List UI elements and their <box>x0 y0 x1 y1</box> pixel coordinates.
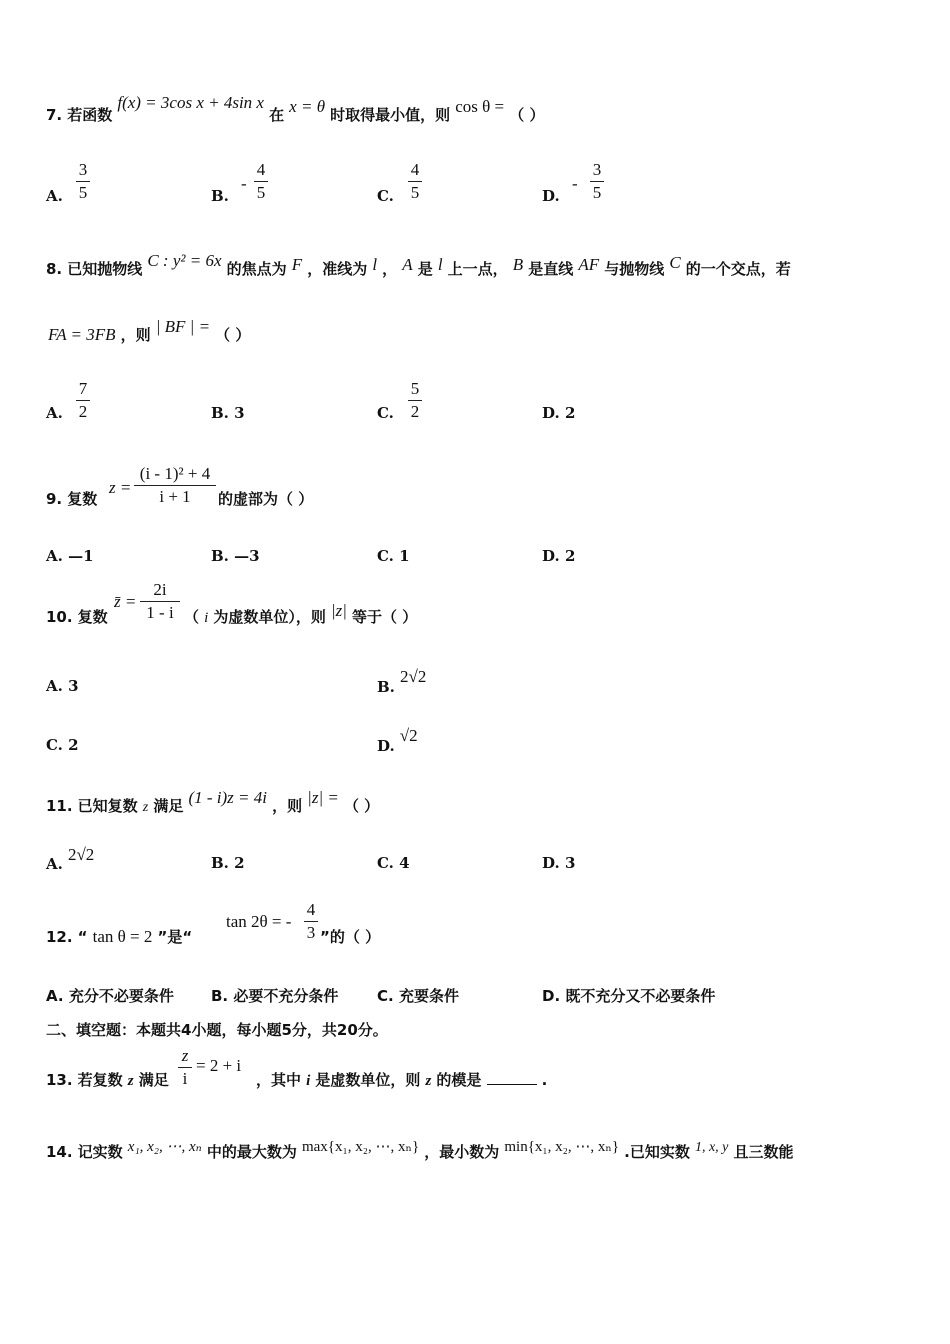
question-stem: 的模是 <box>436 1071 482 1089</box>
directrix-symbol: l <box>437 255 443 274</box>
option-a-value: 2√2 <box>67 845 95 864</box>
option-c-value: 2 <box>68 736 79 754</box>
option-d-value: √2 <box>399 726 418 745</box>
option-a-value: 充分不必要条件 <box>68 987 174 1005</box>
question-stem: ，其中 <box>256 1071 302 1089</box>
option-d-label: D. <box>542 854 560 872</box>
question-stem: 在 <box>269 106 285 124</box>
option-a-fraction: 7 2 <box>76 379 90 422</box>
quote-open: “ <box>77 928 88 946</box>
option-b-label: B. <box>211 987 229 1005</box>
question-number: 11. <box>46 797 73 815</box>
complex-z: z <box>127 1073 134 1089</box>
question-stem: 复数 <box>67 490 98 508</box>
option-b <box>211 404 245 422</box>
option-d-label: D. <box>542 987 561 1005</box>
complex-z: z <box>425 1073 432 1089</box>
option-a-label: A. <box>46 404 63 422</box>
question-stem: 时取得最小值，则 <box>330 106 451 124</box>
option-a-fraction: 3 5 <box>76 160 90 203</box>
question-stem: 若复数 <box>77 1071 123 1089</box>
question-13 <box>46 1069 169 1090</box>
option-d-label: D. <box>377 737 395 755</box>
question-stem: 若函数 <box>67 106 113 124</box>
question-stem: .已知实数 <box>624 1143 690 1161</box>
option-a-label: A. <box>46 187 63 205</box>
complex-fraction: z i <box>178 1046 192 1089</box>
line-af-symbol: AF <box>578 255 600 274</box>
question-number: 10. <box>46 608 73 626</box>
option-b-label: B. <box>211 187 229 205</box>
option-d-label: D. <box>542 187 560 205</box>
option-b-sign: - <box>241 174 247 193</box>
question-8 <box>46 251 791 279</box>
option-a <box>46 547 94 565</box>
function-formula: f(x) = 3cos x + 4sin x <box>117 93 264 112</box>
option-a-label: A. <box>46 987 64 1005</box>
option-c <box>377 547 410 565</box>
answer-paren: （ ） <box>343 797 380 815</box>
question-stem: . <box>541 1071 548 1089</box>
option-c-label: C. <box>377 854 394 872</box>
option-b <box>377 667 427 696</box>
condition-2: tan 2θ = - <box>226 912 292 931</box>
condition-formula: x = θ <box>289 97 326 116</box>
option-b-label: B. <box>211 547 229 565</box>
option-d <box>377 726 418 755</box>
answer-paren: （ ） <box>509 106 545 124</box>
condition-1: tan θ = 2 <box>92 927 153 946</box>
option-d-value: 2 <box>564 547 576 565</box>
option-b-value: 2√2 <box>400 667 427 686</box>
question-8-line-2 <box>48 317 251 345</box>
question-number: 12. <box>46 928 73 946</box>
question-number: 8. <box>46 260 63 278</box>
parabola-symbol: C <box>669 253 681 272</box>
question-stem: 满足 <box>153 797 184 815</box>
option-a-label: A. <box>46 855 63 873</box>
question-stem: （ <box>184 608 200 626</box>
question-stem: 是直线 <box>528 260 574 278</box>
option-b <box>211 854 245 872</box>
question-10 <box>46 606 108 627</box>
option-c-label: C. <box>377 547 394 565</box>
complex-fraction: (i - 1)² + 4 i + 1 <box>134 464 216 507</box>
question-stem: 已知抛物线 <box>67 260 143 278</box>
complex-z: z <box>142 800 149 815</box>
option-d-label: D. <box>542 547 560 565</box>
option-d-value: 既不充分又不必要条件 <box>565 987 716 1005</box>
parabola-formula: C : y² = 6x <box>147 251 222 270</box>
directrix-symbol: l <box>372 255 378 274</box>
option-b <box>211 985 338 1006</box>
question-stem: 复数 <box>77 608 108 626</box>
question-9 <box>46 488 97 509</box>
question-stem: 与抛物线 <box>604 260 665 278</box>
option-c-label: C. <box>377 187 394 205</box>
option-b-label: B. <box>377 678 395 696</box>
option-c-value: 4 <box>399 854 410 872</box>
option-a <box>46 985 174 1006</box>
question-number: 9. <box>46 490 63 508</box>
option-d-value: 3 <box>564 854 576 872</box>
option-c <box>46 736 79 754</box>
option-d <box>542 854 575 872</box>
question-stem: ，则 <box>272 797 303 815</box>
option-d-value: 2 <box>564 404 576 422</box>
question-stem: 的虚部为（ ） <box>218 490 314 508</box>
question-stem: 已知复数 <box>77 797 138 815</box>
question-stem: 为虚数单位），则 <box>213 608 326 626</box>
question-11 <box>46 788 380 816</box>
max-formula: max{x₁, x₂, ⋯, xₙ} <box>301 1139 420 1155</box>
option-c-label: C. <box>377 987 394 1005</box>
question-stem: ，准线为 <box>307 260 368 278</box>
focus-symbol: F <box>291 255 303 274</box>
question-number: 13. <box>46 1071 73 1089</box>
modulus-z: |z| <box>330 601 347 620</box>
variables-list: x₁, x₂, ⋯, xₙ <box>127 1139 202 1155</box>
option-a <box>46 845 95 873</box>
imaginary-unit: i <box>204 610 209 626</box>
complex-zbar-equals: z̄ = <box>114 592 137 611</box>
question-stem: 上一点， <box>447 260 508 278</box>
option-d-label: D. <box>542 404 560 422</box>
question-10-tail <box>184 601 418 627</box>
min-formula: min{x₁, x₂, ⋯, xₙ} <box>504 1139 620 1155</box>
question-12 <box>46 926 192 947</box>
option-d <box>542 404 575 422</box>
condition-2-fraction: 4 3 <box>304 900 318 943</box>
question-number: 14. <box>46 1143 73 1161</box>
question-stem: ，最小数为 <box>424 1143 500 1161</box>
question-stem: 记实数 <box>77 1143 123 1161</box>
question-stem: ”是“ <box>157 928 193 946</box>
option-c-fraction: 4 5 <box>408 160 422 203</box>
option-b-value: 3 <box>234 404 245 422</box>
question-stem: 的一个交点，若 <box>685 260 791 278</box>
answer-blank[interactable] <box>487 1070 537 1085</box>
complex-equation-rhs: = 2 + i <box>196 1056 242 1075</box>
question-14 <box>46 1141 793 1162</box>
complex-z-equals: z = <box>109 478 132 497</box>
option-c-label: C. <box>377 404 394 422</box>
option-a-label: A. <box>46 677 63 695</box>
question-stem: ，则 <box>120 326 151 344</box>
ask-formula: |z| = <box>307 788 339 807</box>
option-c-value: 充要条件 <box>398 987 459 1005</box>
option-c-value: 1 <box>399 547 410 565</box>
section-title: 二、填空题：本题共4小题，每小题5分，共20分。 <box>46 1021 388 1039</box>
answer-paren: （ ） <box>215 326 251 344</box>
question-13-tail <box>256 1069 547 1090</box>
question-stem: 的焦点为 <box>226 260 287 278</box>
question-stem: 满足 <box>138 1071 169 1089</box>
option-b-fraction: 4 5 <box>254 160 268 203</box>
option-b-label: B. <box>211 404 229 422</box>
question-number: 7. <box>46 106 63 124</box>
ask-formula: | BF | = <box>155 317 211 336</box>
complex-equation: (1 - i)z = 4i <box>188 788 267 807</box>
option-d <box>542 985 715 1006</box>
ask-formula: cos θ = <box>455 97 505 116</box>
point-a-symbol: A <box>402 255 413 274</box>
vector-condition: FA = 3FB <box>48 325 116 344</box>
question-stem: 等于（ ） <box>352 608 418 626</box>
complex-fraction: 2i 1 - i <box>140 580 180 623</box>
option-b <box>211 547 260 565</box>
option-b-label: B. <box>211 854 229 872</box>
question-stem: ”的（ ） <box>320 928 381 946</box>
point-b-symbol: B <box>512 255 524 274</box>
imaginary-unit: i <box>306 1073 311 1089</box>
question-stem: 是 <box>417 260 433 278</box>
question-7 <box>46 93 545 125</box>
option-d <box>542 547 575 565</box>
question-stem: ， <box>382 260 398 278</box>
option-a-value: —1 <box>68 547 94 565</box>
option-c-fraction: 5 2 <box>408 379 422 422</box>
option-c <box>377 985 459 1006</box>
option-d-fraction: 3 5 <box>590 160 604 203</box>
variables-list-2: 1, x, y <box>694 1140 729 1155</box>
option-b-value: 2 <box>234 854 245 872</box>
question-stem: 中的最大数为 <box>206 1143 297 1161</box>
option-b-value: —3 <box>234 547 260 565</box>
option-a-label: A. <box>46 547 63 565</box>
option-d-sign: - <box>572 174 578 193</box>
option-c <box>377 854 410 872</box>
option-b-value: 必要不充分条件 <box>233 987 339 1005</box>
option-c-label: C. <box>46 736 63 754</box>
question-stem: 是虚数单位，则 <box>315 1071 421 1089</box>
option-a <box>46 677 79 695</box>
option-a-value: 3 <box>68 677 79 695</box>
question-stem: 且三数能 <box>733 1143 794 1161</box>
